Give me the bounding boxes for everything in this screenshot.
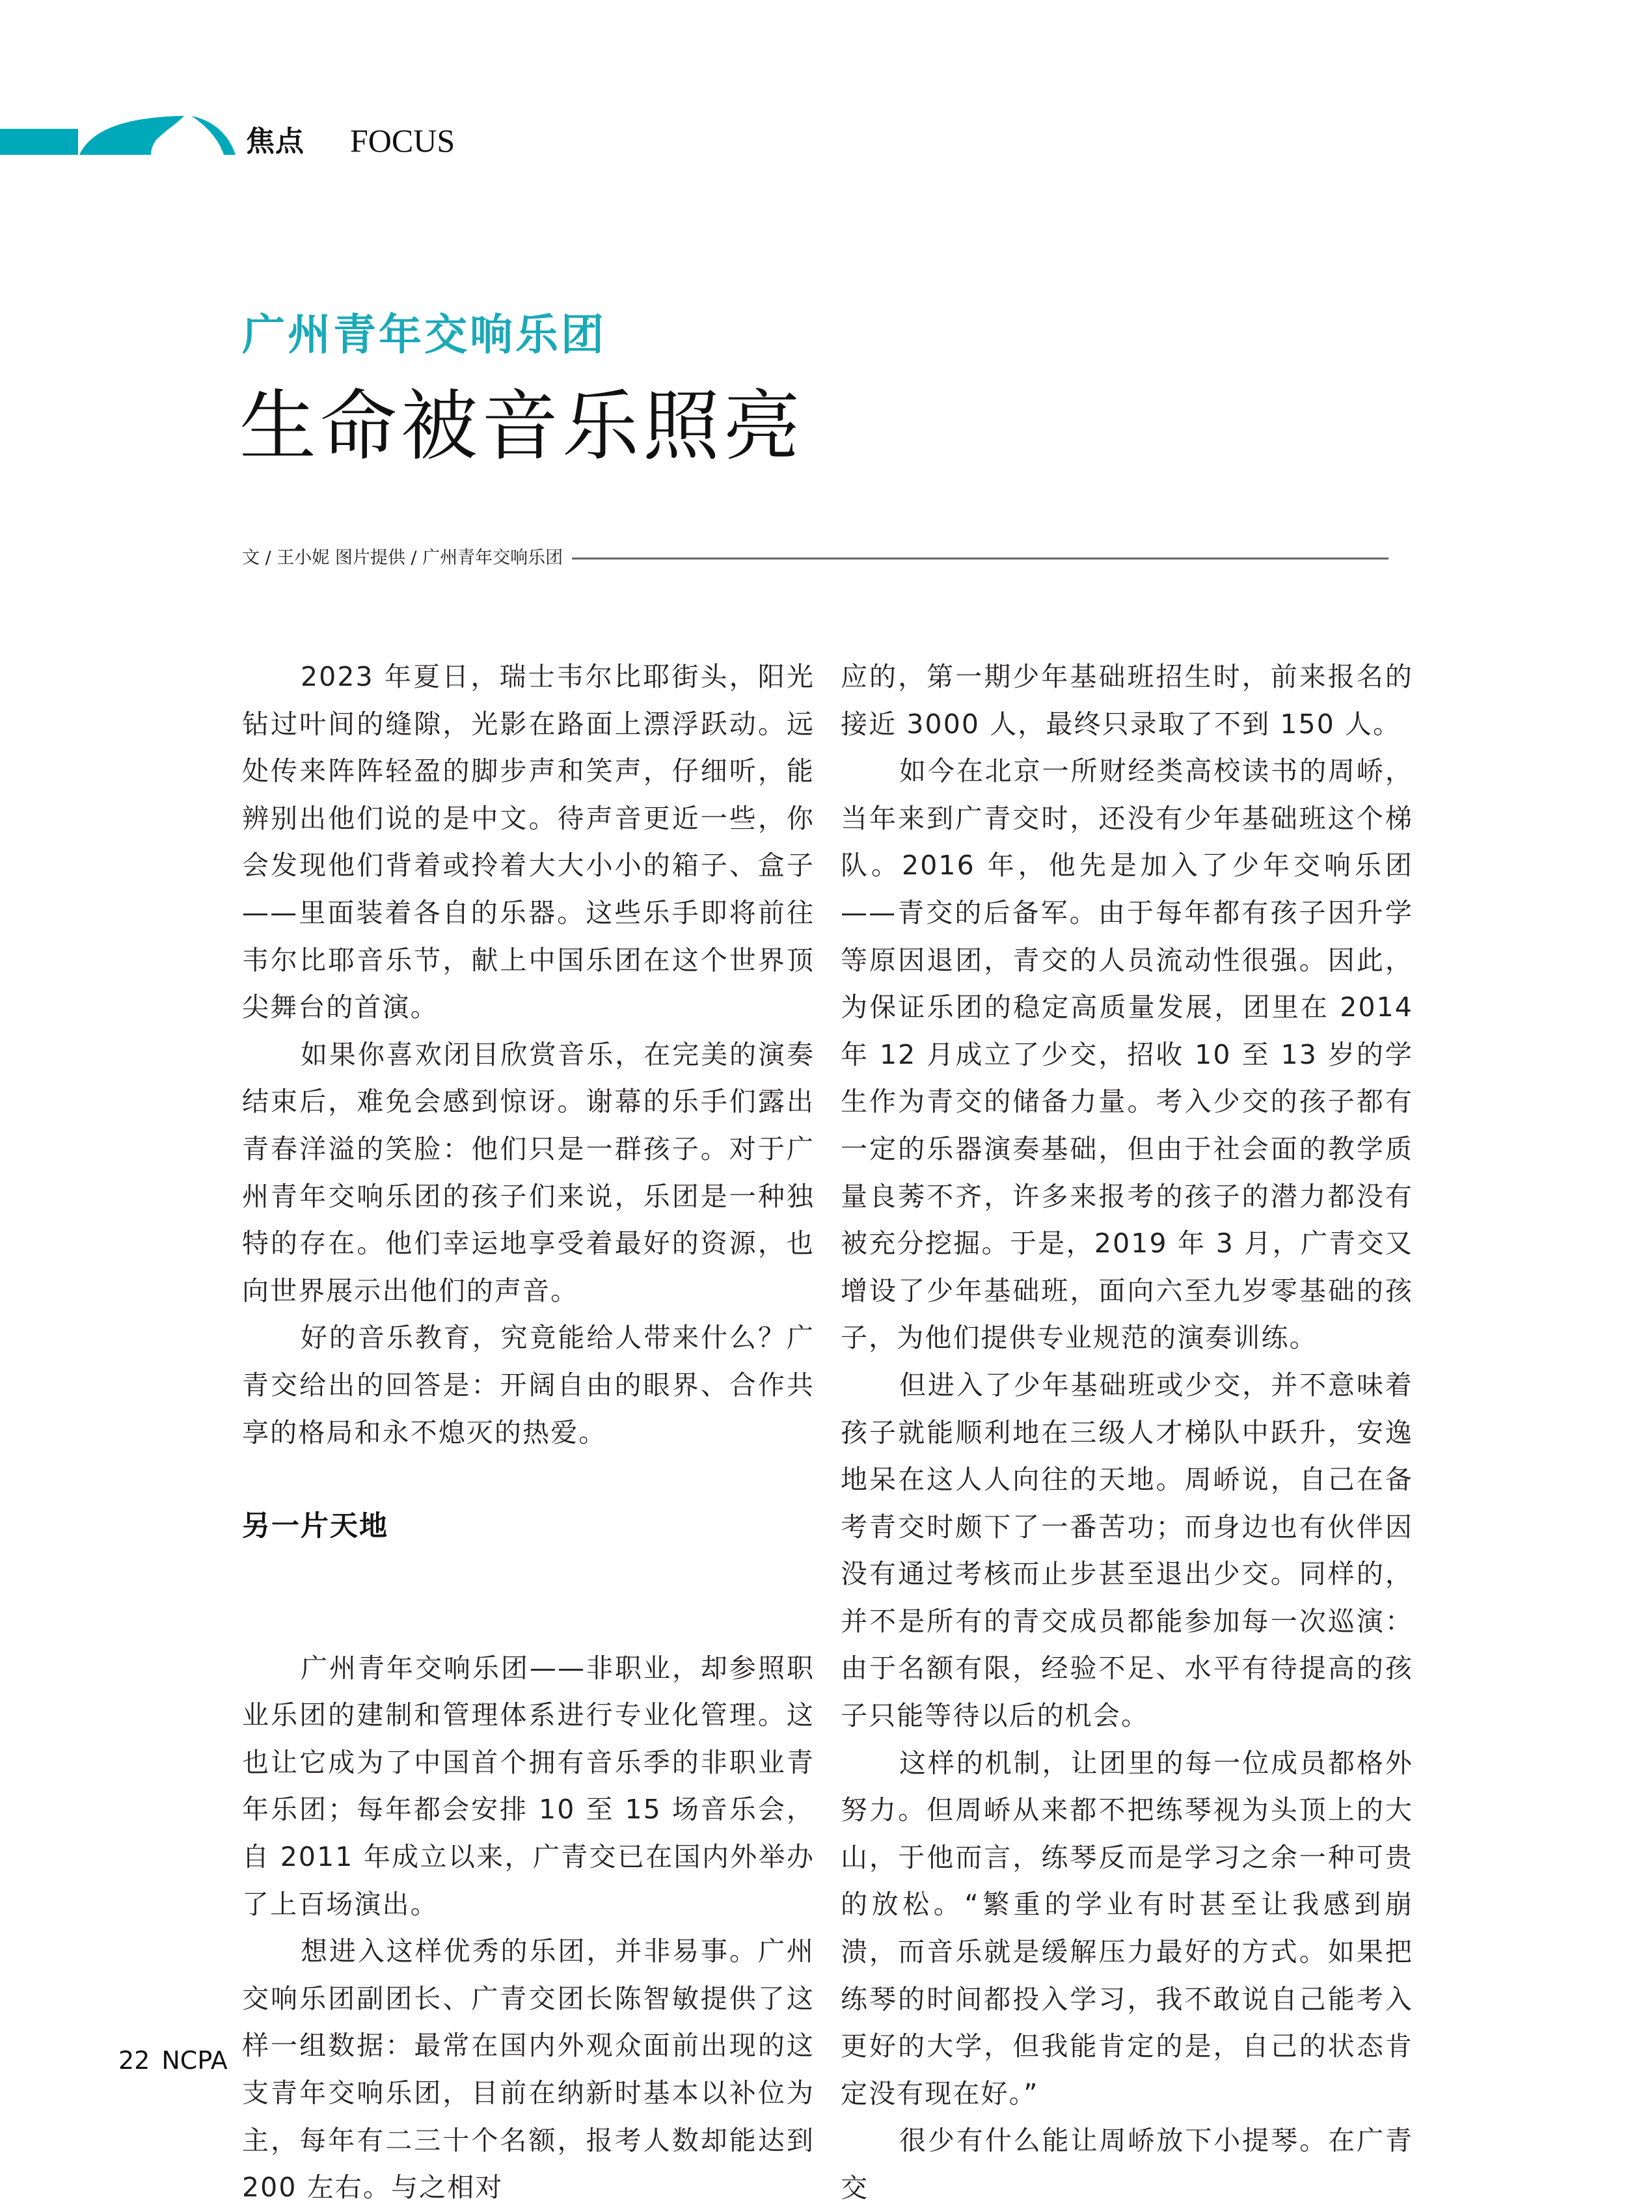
magazine-name: NCPA [161,2046,228,2075]
header-arc-left [79,116,184,155]
section-heading: 另一片天地 [242,1510,388,1543]
paragraph: 这样的机制，让团里的每一位成员都格外努力。但周峤从来都不把练琴视为头顶上的大山，于他而言，练琴反而是学习之余一种可贵的放松。“繁重的学业有时甚至让我感到崩溃，而音乐就是缓解压力最好的方式。如果把练琴的时间都投入学习，我不敢说自己能考入更好的大学，但我能肯定的是，自己的状态肯定没有现在好。” [841,1747,1413,2109]
byline: 文 / 王小妮 图片提供 / 广州青年交响乐团 [242,548,563,568]
section-label-en: FOCUS [350,122,455,159]
paragraph-continued: 应的，第一期少年基础班招生时，前来报名的接近 3000 人，最终只录取了不到 150 人。 [841,661,1413,740]
article-column-left [242,653,815,2211]
paragraph: 但进入了少年基础班或少交，并不意味着孩子就能顺利地在三级人才梯队中跃升，安逸地呆在这人人向往的天地。周峤说，自己在备考青交时颇下了一番苦功；而身边也有伙伴因没有通过考核而止步甚至退出少交。同样的，并不是所有的青交成员都能参加每一次巡演：由于名额有限，经验不足、水平有待提高的孩子只能等待以后的机会。 [841,1369,1413,1732]
byline-rule [572,558,1388,560]
byline-row [242,545,1388,571]
article-kicker: 广州青年交响乐团 [242,310,606,360]
page-number: 22 [118,2046,150,2075]
article-title: 生命被音乐照亮 [239,381,805,471]
paragraph: 2023 年夏日，瑞士韦尔比耶街头，阳光钻过叶间的缝隙，光影在路面上漂浮跃动。远处传来阵阵轻盈的脚步声和笑声，仔细听，能辨别出他们说的是中文。待声音更近一些，你会发现他们背着或拎着大大小小的箱子、盒子——里面装着各自的乐器。这些乐手即将前往韦尔比耶音乐节，献上中国乐团在这个世界顶尖舞台的首演。 [242,661,815,1023]
paragraph: 想进入这样优秀的乐团，并非易事。广州交响乐团副团长、广青交团长陈智敏提供了这样一组数据：最常在国内外观众面前出现的这支青年交响乐团，目前在纳新时基本以补位为主，每年有二三十个名额，报考人数却能达到 200 左右。与之相对 [242,1936,815,2204]
paragraph: 如果你喜欢闭目欣赏音乐，在完美的演奏结束后，难免会感到惊讶。谢幕的乐手们露出青春洋溢的笑脸：他们只是一群孩子。对于广州青年交响乐团的孩子们来说，乐团是一种独特的存在。他们幸运地享受着最好的资源，也向世界展示出他们的声音。 [242,1038,815,1306]
paragraph: 广州青年交响乐团——非职业，却参照职业乐团的建制和管理体系进行专业化管理。这也让它成为了中国首个拥有音乐季的非职业青年乐团；每年都会安排 10 至 15 场音乐会，自 2011 年成立以来，广青交已在国内外举办了上百场演出。 [242,1652,815,1920]
paragraph: 很少有什么能让周峤放下小提琴。在广青交 [841,2125,1413,2204]
header-arc-right [191,116,236,155]
paragraph: 如今在北京一所财经类高校读书的周峤，当年来到广青交时，还没有少年基础班这个梯队。2016 年，他先是加入了少年交响乐团——青交的后备军。由于每年都有孩子因升学等原因退团，青交的人员流动性很强。因此，为保证乐团的稳定高质量发展，团里在 2014 年 12 月成立了少交，招收 10 至 13 岁的学生作为青交的储备力量。考入少交的孩子都有一定的乐器演奏基础，但由于社会面的教学质量良莠不齐，许多来报考的孩子的潜力都没有被充分挖掘。于是，2019 年 3 月，广青交又增设了少年基础班，面向六至九岁零基础的孩子，为他们提供专业规范的演奏训练。 [841,755,1413,1354]
article-column-right [841,653,1413,2212]
page-folio [118,2044,228,2077]
header-bar [0,129,78,155]
section-label-cn: 焦点 [246,125,305,158]
paragraph: 好的音乐教育，究竟能给人带来什么？广青交给出的回答是：开阔自由的眼界、合作共享的格局和永不熄灭的热爱。 [242,1322,815,1448]
